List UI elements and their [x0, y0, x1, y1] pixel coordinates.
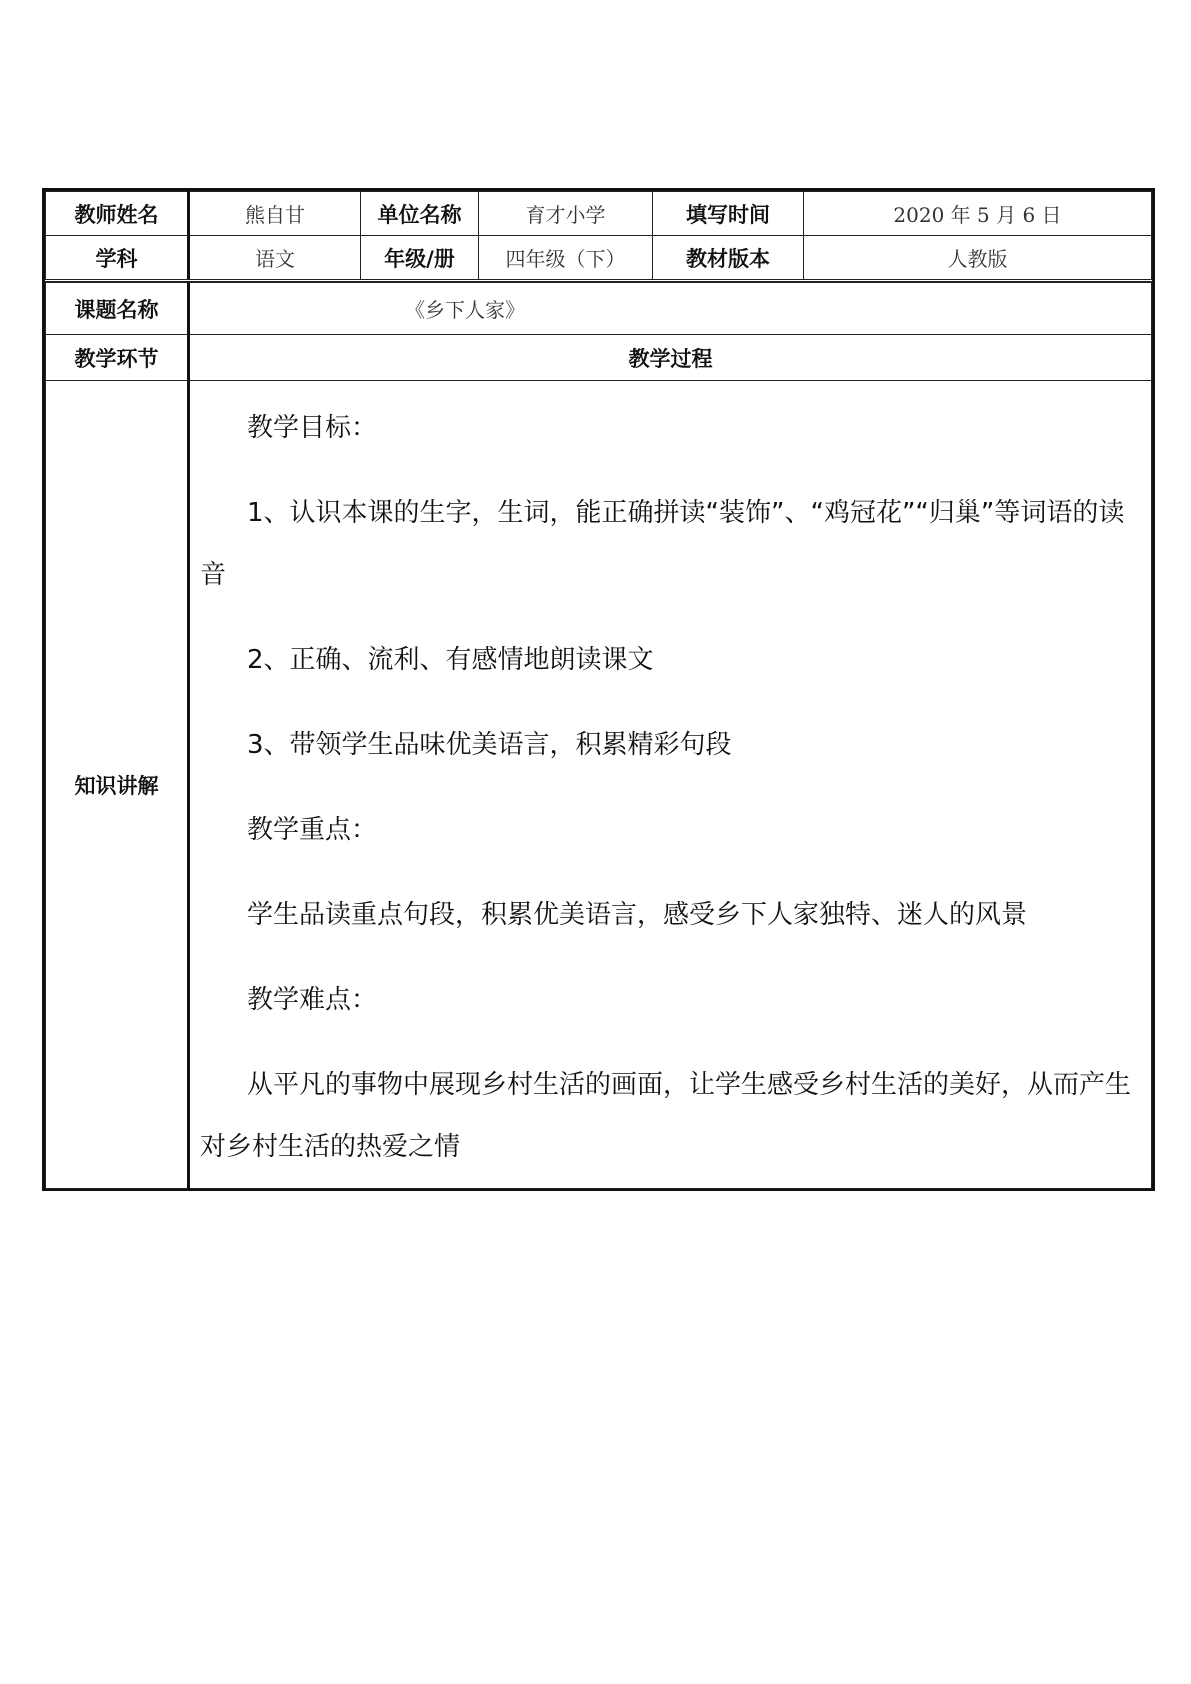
content-paragraph: 从平凡的事物中展现乡村生活的画面，让学生感受乡村生活的美好，从而产生对乡村生活的热爱之情 [200, 1070, 1132, 1162]
title-row [46, 283, 1152, 335]
process-label: 教学过程 [189, 335, 1152, 381]
grade-label: 年级/册 [361, 236, 479, 281]
stage-row [46, 335, 1152, 381]
subject-value: 语文 [189, 236, 361, 281]
info-row-1 [46, 192, 1152, 236]
stage-label: 教学环节 [46, 335, 189, 381]
content-paragraph: 1、认识本课的生字，生词，能正确拼读“装饰”、“鸡冠花”“归巢”等词语的读音 [200, 498, 1125, 590]
title-value: 《乡下人家》 [189, 283, 1152, 335]
content-paragraph: 教学重点： [247, 815, 378, 845]
content-paragraph: 3、带领学生品味优美语言，积累精彩句段 [247, 730, 732, 760]
content-row [46, 381, 1152, 1189]
fill-time-value: 2020 年 5 月 6 日 [804, 192, 1152, 236]
subject-label: 学科 [46, 236, 189, 281]
content-paragraph: 2、正确、流利、有感情地朗读课文 [247, 645, 654, 675]
grade-value: 四年级（下） [479, 236, 653, 281]
teacher-label: 教师姓名 [46, 192, 189, 236]
content-cell [189, 381, 1152, 1189]
info-row-2 [46, 236, 1152, 281]
unit-label: 单位名称 [361, 192, 479, 236]
unit-value: 育才小学 [479, 192, 653, 236]
lesson-plan-table [42, 188, 1155, 1191]
edition-value: 人教版 [804, 236, 1152, 281]
title-label: 课题名称 [46, 283, 189, 335]
teacher-value: 熊自甘 [189, 192, 361, 236]
content-paragraph: 教学难点： [247, 985, 378, 1015]
section-label: 知识讲解 [46, 381, 189, 1189]
info-table [45, 191, 1152, 282]
edition-label: 教材版本 [653, 236, 804, 281]
lesson-table [45, 282, 1152, 1189]
content-paragraph: 学生品读重点句段，积累优美语言，感受乡下人家独特、迷人的风景 [247, 900, 1028, 930]
content-paragraph: 教学目标： [247, 413, 378, 443]
fill-time-label: 填写时间 [653, 192, 804, 236]
